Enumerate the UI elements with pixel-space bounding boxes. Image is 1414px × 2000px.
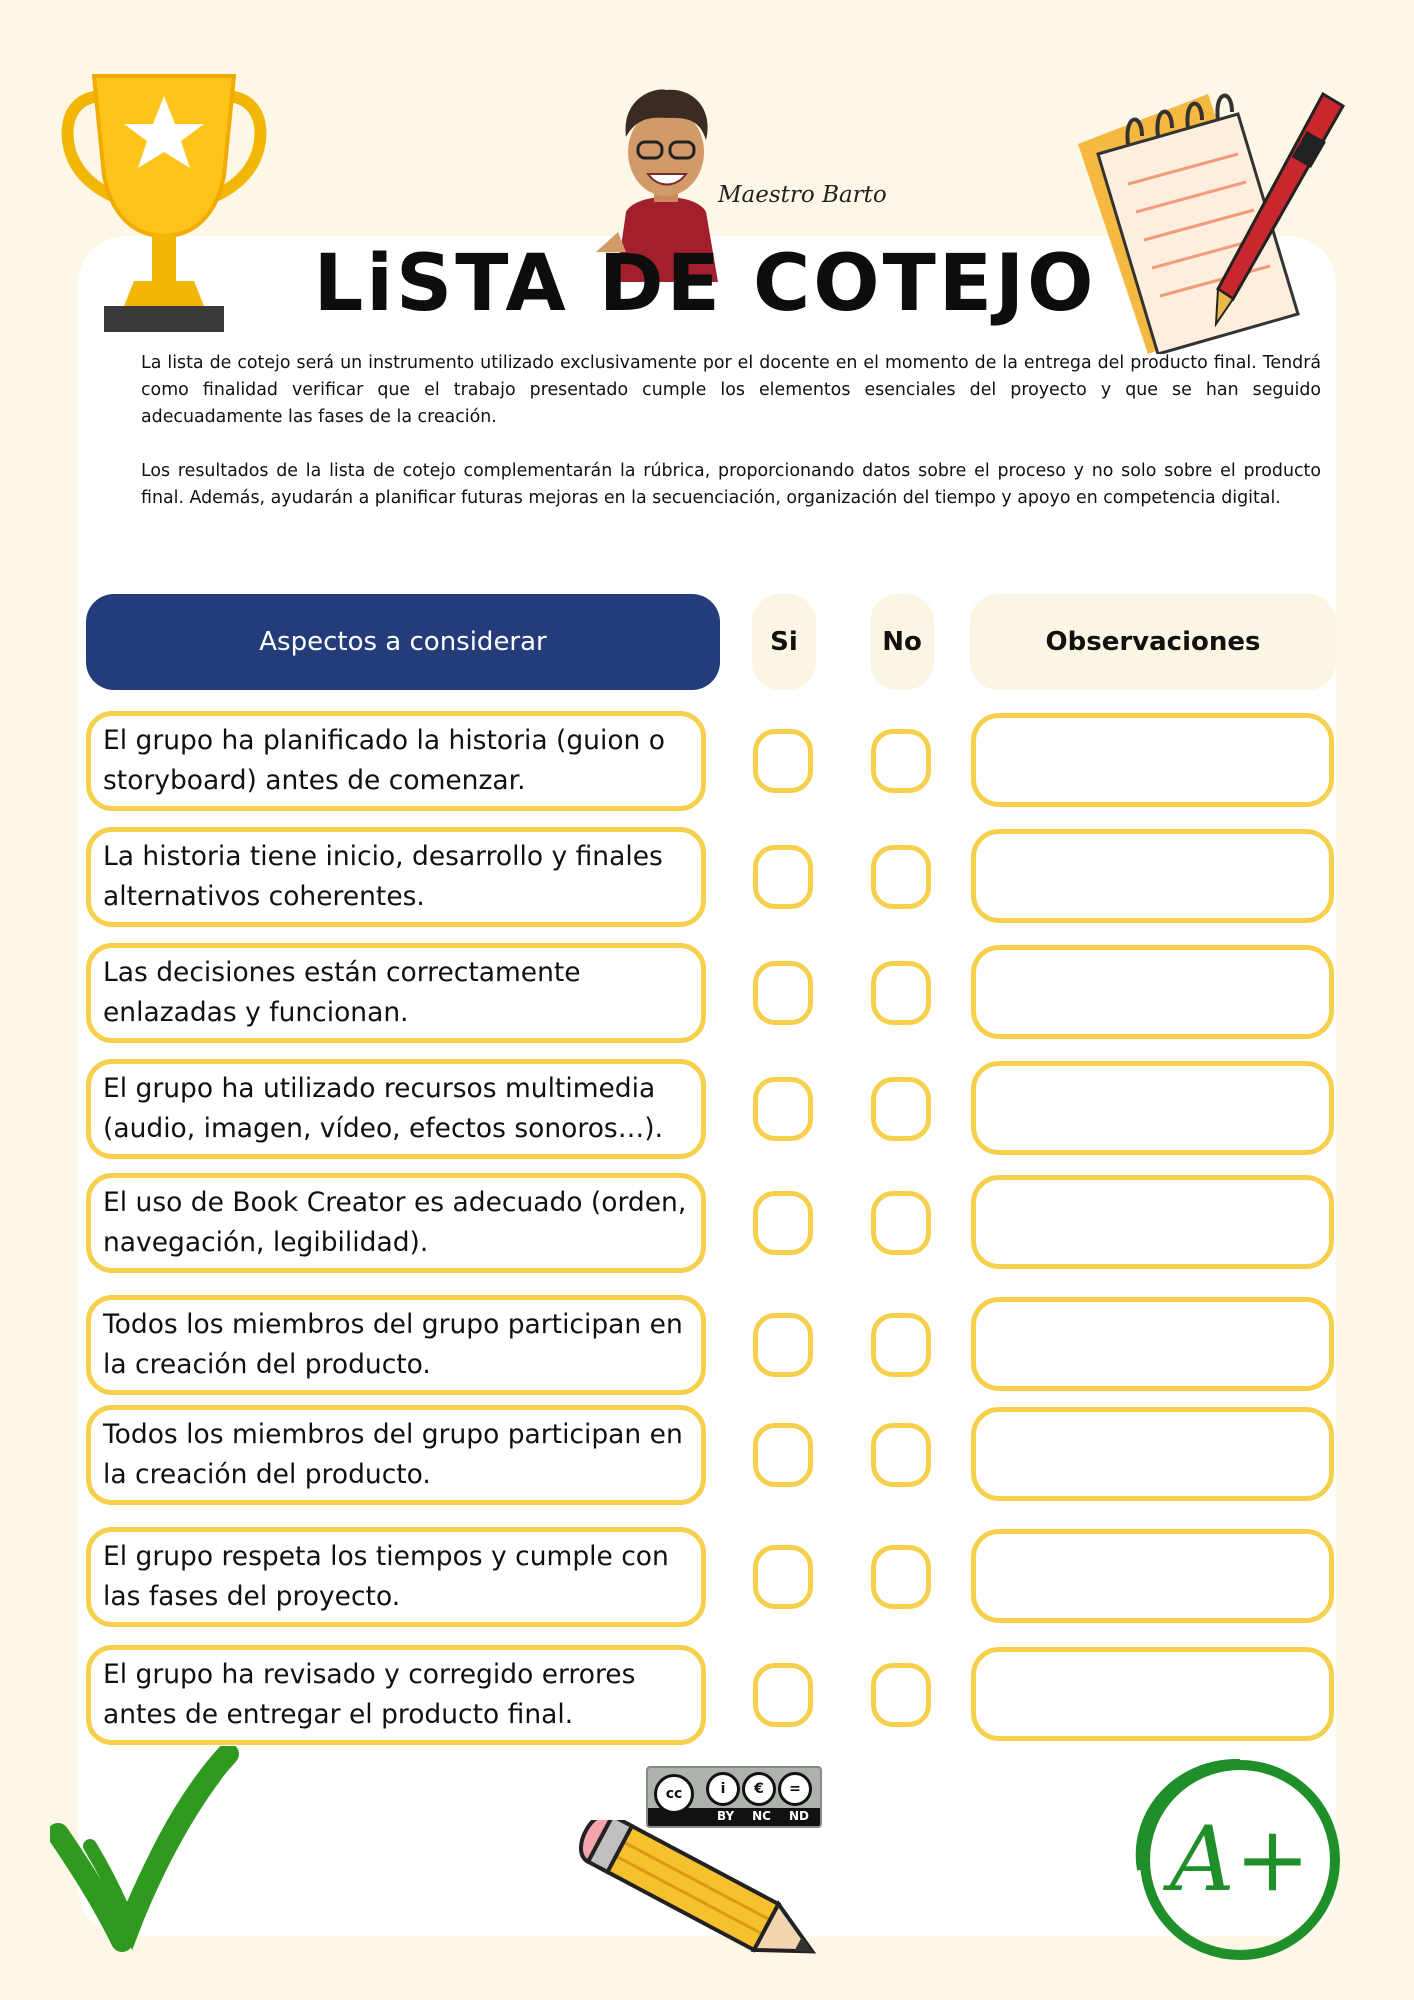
cc-license-badge [646,1766,822,1828]
checklist-row [0,943,1414,1049]
avatar-caption: Maestro Barto [718,182,887,208]
si-checkbox[interactable] [753,1545,813,1609]
observations-field[interactable] [971,1647,1334,1741]
checklist-row [0,1173,1414,1279]
si-checkbox[interactable] [753,1077,813,1141]
no-checkbox[interactable] [871,729,931,793]
intro-text [141,350,1321,539]
checklist-row [0,827,1414,933]
trophy-icon [54,66,274,336]
observations-field[interactable] [971,945,1334,1039]
no-checkbox[interactable] [871,961,931,1025]
checklist-row [0,1059,1414,1165]
cc-label-nd: ND [788,1809,809,1823]
checklist-row [0,1527,1414,1633]
observations-field[interactable] [971,713,1334,807]
intro-paragraph-1: La lista de cotejo será un instrumento utilizado exclusivamente por el docente en el momento de la entrega del producto final. Tendrá como finalidad verificar que el trabajo presentado cumple los elementos esenciales del proyecto y que se han seguido adecuadamente las fases de la creación. [141,353,1321,427]
checklist-row [0,1645,1414,1751]
si-checkbox[interactable] [753,729,813,793]
header-no: No [870,594,934,690]
si-checkbox[interactable] [753,1191,813,1255]
intro-paragraph-2: Los resultados de la lista de cotejo complementarán la rúbrica, proporcionando datos sobre el proceso y no solo sobre el producto final. Además, ayudarán a planificar futuras mejoras en la secuenciación, organización del tiempo y apoyo en competencia digital. [141,461,1321,508]
no-checkbox[interactable] [871,1191,931,1255]
no-checkbox[interactable] [871,1663,931,1727]
observations-field[interactable] [971,1407,1334,1501]
aspect-text: El grupo ha utilizado recursos multimedia (audio, imagen, vídeo, efectos sonoros…). [86,1059,706,1159]
cc-label-nc: NC [752,1809,771,1823]
observations-field[interactable] [971,1061,1334,1155]
cc-icon: cc [654,1774,694,1814]
observations-field[interactable] [971,1175,1334,1269]
header-si: Si [752,594,816,690]
si-checkbox[interactable] [753,1663,813,1727]
nd-icon: = [778,1772,812,1806]
by-icon: i [706,1772,740,1806]
page-title: LiSTA DE COTEJO [313,239,1097,329]
aspect-text: Todos los miembros del grupo participan en la creación del producto. [86,1295,706,1395]
checklist-row [0,711,1414,817]
aspect-text: El grupo respeta los tiempos y cumple con las fases del proyecto. [86,1527,706,1627]
checklist-row [0,1295,1414,1401]
grade-stamp-icon [1120,1750,1360,1970]
observations-field[interactable] [971,1529,1334,1623]
no-checkbox[interactable] [871,1313,931,1377]
aspect-text: El uso de Book Creator es adecuado (orden, navegación, legibilidad). [86,1173,706,1273]
no-checkbox[interactable] [871,1545,931,1609]
aspect-text: La historia tiene inicio, desarrollo y finales alternativos coherentes. [86,827,706,927]
pencil-icon [562,1820,852,1980]
aspect-text: El grupo ha revisado y corregido errores antes de entregar el producto final. [86,1645,706,1745]
checkmark-icon [50,1746,240,1956]
si-checkbox[interactable] [753,1313,813,1377]
cc-label-by: BY [716,1809,735,1823]
si-checkbox[interactable] [753,845,813,909]
observations-field[interactable] [971,1297,1334,1391]
header-aspects: Aspectos a considerar [86,594,720,690]
aspect-text: Todos los miembros del grupo participan en la creación del producto. [86,1405,706,1505]
header-observations: Observaciones [970,594,1336,690]
si-checkbox[interactable] [753,1423,813,1487]
no-checkbox[interactable] [871,1077,931,1141]
si-checkbox[interactable] [753,961,813,1025]
observations-field[interactable] [971,829,1334,923]
grade-text: A+ [1169,1807,1311,1912]
aspect-text: Las decisiones están correctamente enlazadas y funcionan. [86,943,706,1043]
no-checkbox[interactable] [871,845,931,909]
nc-icon: € [742,1772,776,1806]
no-checkbox[interactable] [871,1423,931,1487]
aspect-text: El grupo ha planificado la historia (guion o storyboard) antes de comenzar. [86,711,706,811]
checklist-row [0,1405,1414,1511]
